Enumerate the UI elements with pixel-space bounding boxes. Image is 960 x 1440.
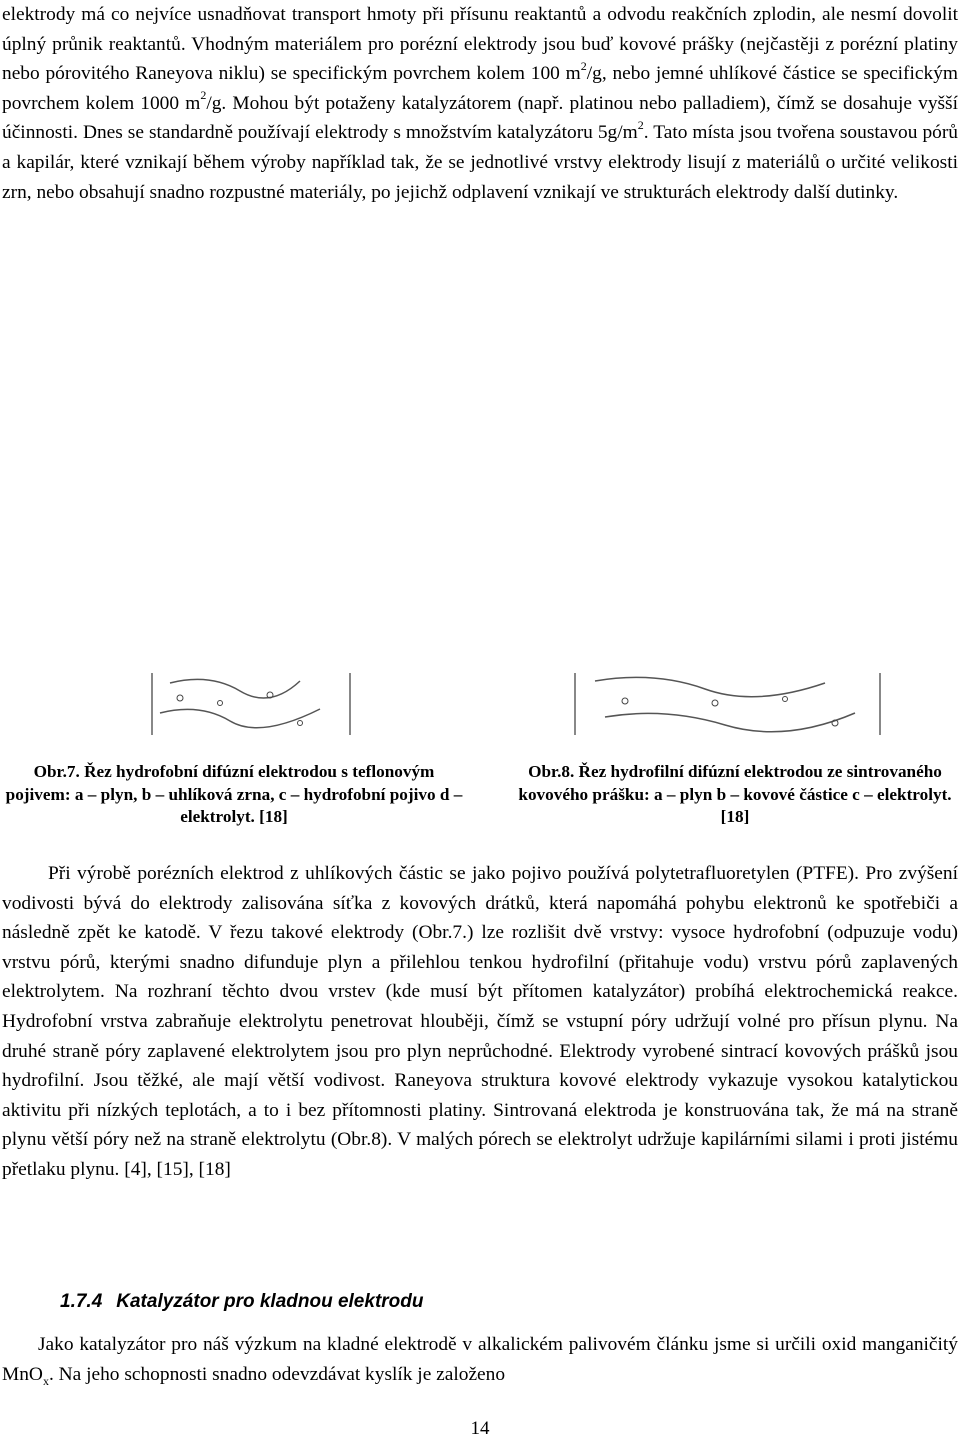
paragraph-electrode-production: Při výrobě porézních elektrod z uhlíkových částic se jako pojivo používá polytetrafluoretylen (PTFE). Pro zvýšení vodivosti bývá do elektrody zalisována síťka z kovových drátků, která napomáhá pohybu elektronů ke spotřebiči a následně zpět ke katodě. V řezu takové elektrody (Obr.7.) lze rozlišit dvě vrstvy: vysoce hydrofobní (odpuzuje vodu) vrstvu pórů, kterými snadno difunduje plyn a přilehlou tenkou hydrofilní (přitahuje vodu) vrstvu pórů zaplavených elektrolytem. Na rozhraní těchto dvou vrstev (kde musí být přítomen katalyzátor) probíhá elektrochemická reakce. Hydrofobní vrstva zabraňuje elektrolytu penetrovat hlouběji, čímž se vstupní póry udržují volné pro přísun plynu. Na druhé straně póry zaplavené elektrolytem jsou pro plyn neprůchodné. Elektrody vyrobené sintrací kovových prášků jsou hydrofilní. Jsou těžké, ale mají větší vodivost. Raneyova struktura kovové elektrody vykazuje vysokou katalytickou aktivitu při nízkých teplotách, a to i bez přítomnosti platiny. Sintrovaná elektroda je konstruována tak, že má na straně plynu větší póry než na straně elektrolytu (Obr.8). V malých pórech se elektrolyt udržuje kapilárními silami i proti jistému přetlaku plynu. [4], [15], [18] xyxy=(2,863,958,1180)
text-segment: /g, nebo jemné uhlíkové částice se specifickým povrchem kolem 1000 m xyxy=(2,63,958,114)
figure-8-caption: Obr.8. Řez hydrofilní difúzní elektrodou ze sintrovaného kovového prášku: a – plyn b – kovové částice c – elektrolyt. [18] xyxy=(518,762,952,827)
hydrophilic-electrode-illustration xyxy=(535,673,945,735)
paragraph-catalyst xyxy=(2,1330,958,1389)
section-title: Katalyzátor pro kladnou elektrodu xyxy=(116,1291,424,1312)
subscript: x xyxy=(42,1373,49,1388)
section-number: 1.7.4 xyxy=(60,1291,103,1312)
text-segment: /g. Mohou být potaženy katalyzátorem (např. platinou nebo palladiem), čímž se dosahuje vyšší účinnosti. Dnes se standardně používají elektrody s množstvím katalyzátoru 5g/m xyxy=(2,92,958,144)
figure-hydrophilic-electrode xyxy=(535,673,945,735)
text-segment: . Na jeho schopnosti snadno odevzdávat kyslík je založeno xyxy=(48,1363,506,1385)
figure-7-caption: Obr.7. Řez hydrofobní difúzní elektrodou s teflonovým pojivem: a – plyn, b – uhlíková zrna, c – hydrofobní pojivo d – elektrolyt. [18] xyxy=(5,762,463,827)
paragraph-porous-electrodes xyxy=(2,0,958,207)
figure-hydrophobic-electrode xyxy=(60,673,408,735)
text-segment: . Tato místa jsou tvořena soustavou pórů a kapilár, které vznikají během výroby například tak, že se jednotlivé vrstvy elektrody lisují z materiálů o určité velikosti zrn, nebo obsahují snadno rozpustné materiály, po jejichž odplavení vznikají ve strukturách elektrody další dutinky. xyxy=(2,122,958,203)
text-segment: elektrody má co nejvíce usnadňovat transport hmoty při přísunu reaktantů a odvodu reakčních zplodin, ale nesmí dovolit úplný průnik reaktantů. Vhodným materiálem pro porézní elektrody jsou buď kovové prášky (nejčastěji z porézní platiny nebo pórovitého Raneyova niklu) se specifickým povrchem kolem 100 m xyxy=(2,4,958,85)
superscript: 2 xyxy=(200,88,207,103)
superscript: 2 xyxy=(637,117,644,132)
section-heading xyxy=(60,1291,424,1313)
superscript: 2 xyxy=(580,58,587,73)
hydrophobic-electrode-illustration xyxy=(60,673,408,735)
text-segment: Jako katalyzátor pro náš výzkum na kladné elektrodě v alkalickém palivovém článku jsme si určili oxid manganičitý MnO xyxy=(2,1334,958,1385)
page-number: 14 xyxy=(470,1418,490,1439)
